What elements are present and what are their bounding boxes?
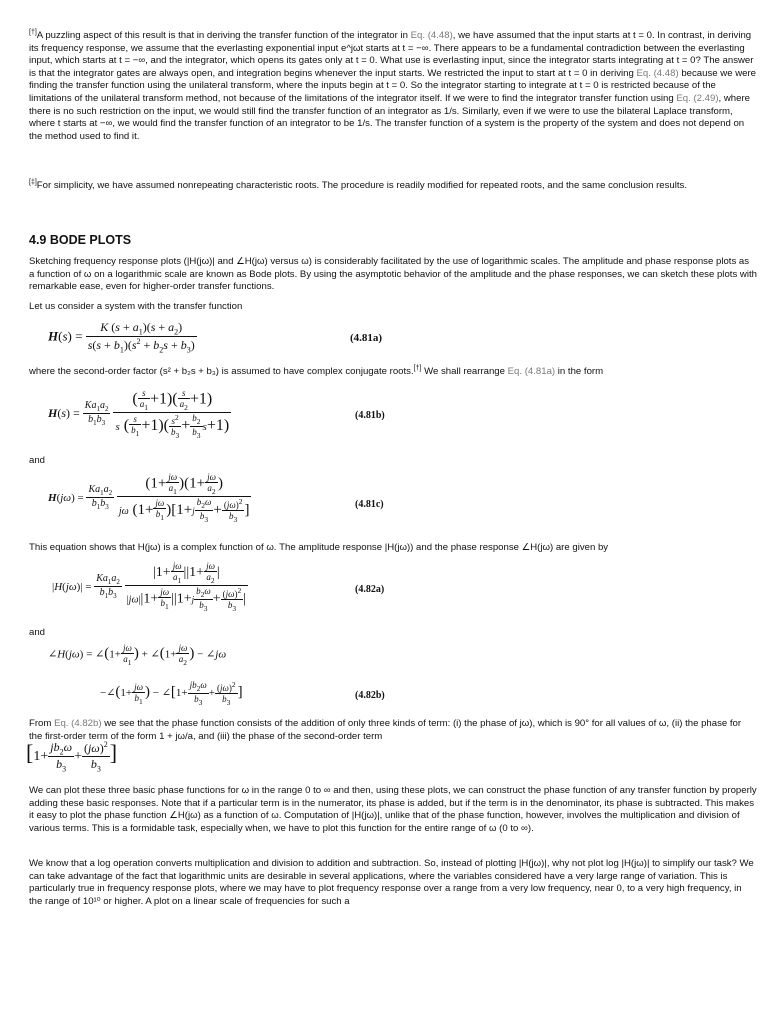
intro-paragraph — [29, 256, 757, 294]
equation-481b: H(s) = $\frac{Ka_1a_2}{b_1b_3}$ ( $\frac{s}{a_1}$ +1)( $\frac{s}{a_2}$ +1) s ( $\frac{s}{b_1}$ +1)( $\frac{s^2}{b_3}$ + $\frac{b_2}{b_3}$ s+1) — [48, 388, 230, 440]
log-paragraph — [29, 858, 757, 908]
from-paragraph — [29, 718, 757, 743]
footnote-ref-marker[interactable]: [†] — [413, 364, 422, 372]
equation-number-482a: (4.82a) — [355, 584, 385, 595]
footnote-1-marker[interactable]: [†] — [29, 28, 37, 36]
section-title: 4.9 BODE PLOTS — [29, 233, 132, 247]
footnote-1-text-4: , where there is no such restriction on the input, we would still find the transfer function of an integrator as 1/s. Similarly, even if we were to use the bilateral Laplace transform, where t starts at −∞, we would find the transfer function of an integrator to be 1/s. The transfer function of a system is the property of the system and does not depend on the method used to find it. — [29, 92, 750, 142]
equation-482b-line-1: ∠H(jω) = ∠(1+ $\frac{j\omega}{a_1}$ ) + ∠(1+ $\frac{j\omega}{a_2}$ ) − ∠jω — [48, 643, 227, 667]
footnote-1-text: A puzzling aspect of this result is that in deriving the transfer function of the integrator in — [36, 30, 408, 41]
from-text-a: From — [29, 718, 52, 729]
eq-482b-link[interactable]: Eq. (4.82b) — [54, 718, 102, 729]
rearrange-text-c: in the form — [555, 366, 604, 377]
and-label-1: and — [29, 455, 46, 466]
footnote-1-eq-link-1[interactable]: Eq. (4.48) — [410, 30, 453, 41]
equation-number-481a: (4.81a) — [350, 332, 383, 344]
footnote-1-text-3: because we were finding the transfer function using the unilateral transform, where the inputs begin at t = 0. So the integrator starting to integrate at t = 0 is restricted because of the limitations of the unilateral transform method, not because of the limitations of the integrator itself. If we were to find the integrator transfer function using — [29, 67, 756, 104]
equation-481c: H(jω) = $\frac{Ka_1a_2}{b_1b_3}$ (1+ $\frac{j\omega}{a_1}$ )(1+ $\frac{j\omega}{a_2}$ ) jω (1+ $\frac{j\omega}{b_1}$ )[1+j $\frac{b_2\omega}{b_3}$ + $\frac{(j\omega)^2}{b_3}$ ] — [48, 472, 250, 524]
rearrange-text-b: We shall rearrange — [421, 366, 505, 377]
from-text — [29, 718, 757, 743]
equation-number-482b: (4.82b) — [355, 690, 385, 701]
plot-text: We can plot these three basic phase functions for ω in the range 0 to ∞ and then, using these plots, we can construct the phase function of any transfer function by properly adding these basic responses. Note that if a particular term is in the numerator, its phase is added, but if the term is in the denominator, its phase is subtracted. This makes it easy to plot the phase function ∠H(jω) as a function of ω. Computation of |H(jω)|, unlike that of the phase function, however, involves the multiplication and division of various terms. This is a formidable task, especially when, we have to plot this function for the entire range of ω (0 to ∞). — [29, 785, 757, 834]
consider-paragraph — [29, 301, 757, 314]
rearrange-text — [29, 366, 757, 379]
footnote-2-text: For simplicity, we have assumed nonrepeating characteristic roots. The procedure is readily modified for repeated roots, and the same conclusion results. — [36, 180, 688, 191]
footnote-1-paragraph — [29, 30, 757, 143]
footnote-2-paragraph — [29, 180, 757, 193]
shows-text: This equation shows that H(jω) is a complex function of ω. The amplitude response |H(jω)) and the phase response ∠H(jω) are given by — [29, 542, 609, 553]
equation-482a: |H(jω)| = $\frac{Ka_1a_2}{b_1b_3}$ |1+ $\frac{j\omega}{a_1}$ ||1+ $\frac{j\omega}{a_2}$ | |jω||1+ $\frac{j\omega}{b_1}$ ||1+j $\frac{b_2\omega}{b_3}$ + $\frac{(j\omega)^2}{b_3}$ | — [52, 561, 247, 613]
equation-482b-line-2: −∠(1+ $\frac{j\omega}{b_1}$ ) − ∠[1+ $\frac{jb_2\omega}{b_3}$ + $\frac{(j\omega)^2}{b_3}$ ] — [100, 680, 243, 707]
intro-text: Sketching frequency response plots (|H(jω)| and ∠H(jω) versus ω) is considerably facilitated by the use of logarithmic scales. The amplitude and phase response plots as a function of ω on a logarithmic scale are known as Bode plots. By using the asymptotic behavior of the amplitude and the phase responses, we can sketch these plots with remarkable ease, even for higher-order transfer functions. — [29, 256, 757, 293]
plot-paragraph — [29, 785, 757, 835]
footnote-2-marker[interactable]: [‡] — [29, 178, 37, 186]
equation-number-481b: (4.81b) — [355, 410, 385, 421]
equation-481a: H(s) = $\frac{K (s + a_1)(s + a_2)}{s(s + b_1)(s^2 + b_2s + b_3)}$ — [48, 320, 195, 355]
rearrange-text-a: where the second-order factor (s² + b₂s + b₃) is assumed to have complex conjugate roots. — [29, 366, 414, 377]
footnote-2 — [29, 180, 757, 193]
equation-number-481c: (4.81c) — [355, 499, 384, 510]
footnote-1 — [29, 30, 757, 143]
shows-paragraph — [29, 542, 757, 555]
and-label-2: and — [29, 627, 46, 638]
footnote-1-text-2: , we have assumed that the input starts at t = 0. In contrast, in deriving its frequency response, we assume that the everlasting exponential input e^jωt starts at t = −∞. There appears to be a fundamental contradiction between the everlasting input, which starts at t = −∞, and the integrator, which opens its gates only at t = 0. What use is everlasting input, since the integrator starts integrating at t = 0? The answer is that the integrator gates are always open, and integration begins whenever the input starts. We restricted the input to start at t = 0 in deriving — [29, 30, 754, 79]
rearrange-paragraph — [29, 366, 757, 379]
eq-481a-link[interactable]: Eq. (4.81a) — [507, 366, 556, 377]
second-order-term: [1+ $\frac{jb_2\omega}{b_3}$ + $\frac{(j\omega)^2}{b_3}$ ] — [26, 740, 118, 774]
footnote-1-eq-link-3[interactable]: Eq. (2.49) — [676, 92, 719, 104]
log-text: We know that a log operation converts multiplication and division to addition and subtraction. So, instead of plotting |H(jω)|, why not plot log |H(jω)| to simplify our task? We can take advantage of the fact that logarithmic units are desirable in several applications, where the variables considered have a very large range of variation. This is particularly true in frequency response plots, where we may have to plot frequency response over a range from a very low frequency, near 0, to a very high frequency, in the range of 10¹⁰ or higher. A plot on a linear scale of frequencies for such a — [29, 858, 754, 907]
consider-text: Let us consider a system with the transfer function — [29, 301, 243, 312]
from-text-b: we see that the phase function consists of the addition of only three kinds of term: (i) the phase of jω), which is 90° for all values of ω, (ii) the phase for the first-order term of the form 1 + jω/a, and (iii) the phase of the second-order term — [29, 718, 742, 742]
footnote-1-eq-link-2[interactable]: Eq. (4.48) — [636, 67, 679, 79]
